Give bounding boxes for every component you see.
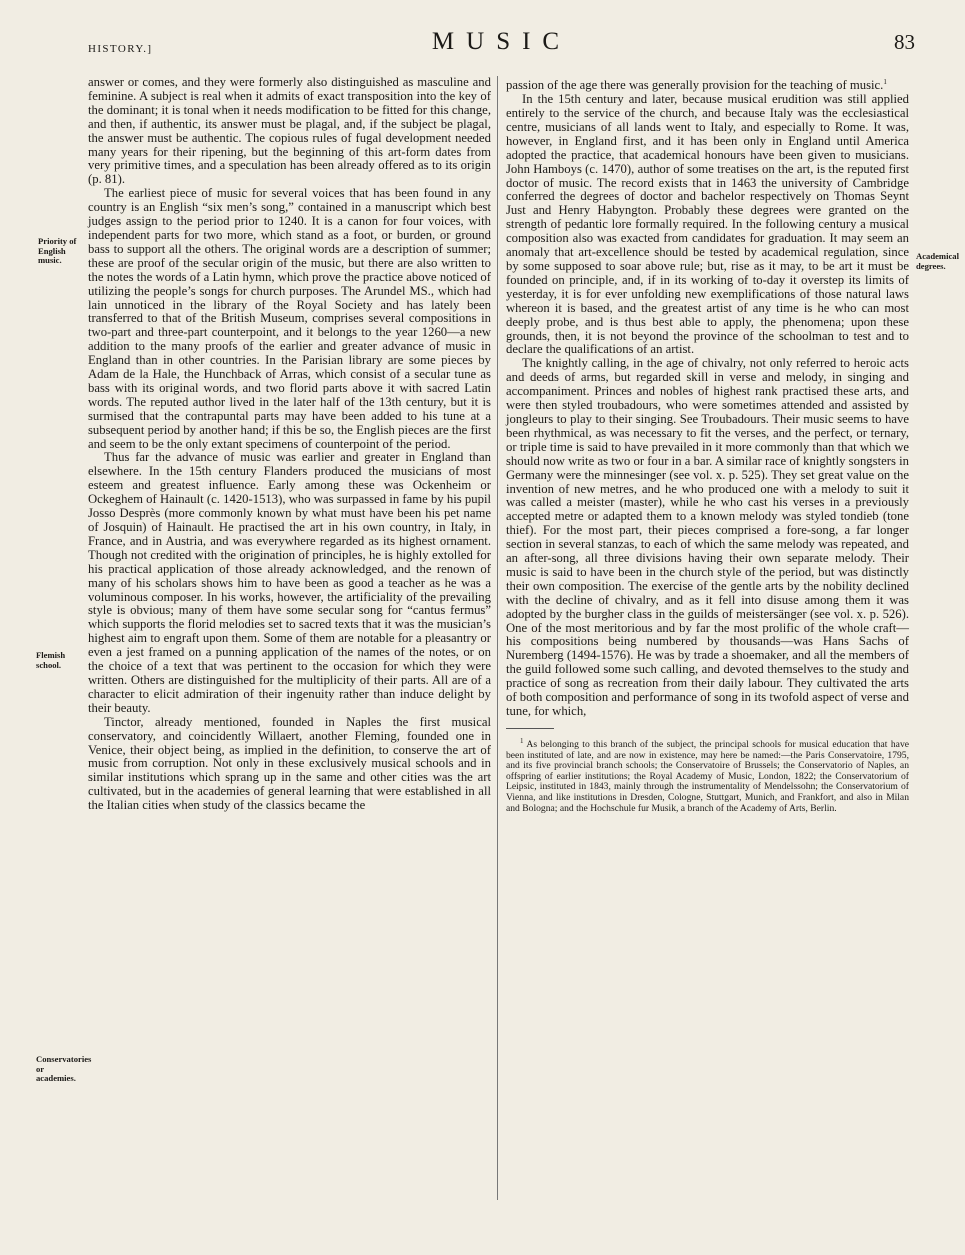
paragraph: Tinctor, already mentioned, founded in Naples the first musical conservatory, and coincidently Willaert, another Fleming, founded one in Venice, their object being, as implied in the definition, to conserve the art of music from corruption. Not only in these exclusively musical schools and in similar institutions which sprang up in the same and other cities was the art cultivated, but in the academies of general learning that were established in all the Italian cities when study of the classics became the [88, 714, 491, 813]
right-column [506, 76, 909, 814]
footnote-ref: 1 [883, 78, 887, 86]
footnote-divider [506, 728, 554, 729]
margin-note-academical: Academical degrees. [916, 251, 959, 271]
paragraph: The knightly calling, in the age of chivalry, not only referred to heroic acts and deeds of arms, but regarded skill in verse and melody, in singing and accompaniment. Princes and nobles of highest rank practised these arts, and were then styled troubadours, who were sometimes attended and assisted by jongleurs to play to their singing. See Troubadours. Their music seems to have been rhythmical, as was necessary to fit the verses, and the perfect, or ternary, or triple time is said to have prevailed in it more commonly than that which we should now write as two or four in a bar. A similar race of knightly songsters in Germany were the minnesinger (see vol. x. p. 525). They set great value on the invention of new metres, and he who produced one with a melody to suit it was called a meister (master), while he who cast his verses in a previously accepted metre or adapted them to a known melody was styled tondieb (tone thief). For the most part, their pieces comprised a fore-song, a far longer section in several stanzas, to each of which the same melody was repeated, and an after-song, all three divisions having their own separate melody. Their music is said to have been in the church style of the period, but was distinctly their own composition. The exercise of the gentle arts by the nobility declined with the decline of chivalry, and as it fell into disuse among them it was adopted by the burgher class in the guilds of meistersänger (see vol. x. p. 526). One of the most meritorious and by far the most prolific of the whole craft—his compositions being numbered by thousands—was Hans Sachs of Nuremberg (1494-1576). He was by trade a shoemaker, and all the members of the guild followed some such calling, and devoted themselves to the study and practice of song as recreation from their daily labour. They cultivated the arts of both composition and performance of song in its twofold aspect of verse and tune, for which, [506, 356, 909, 719]
page-title: MUSIC [431, 28, 572, 55]
column-divider [497, 76, 498, 1200]
paragraph: In the 15th century and later, because musical erudition was still applied entirely to the service of the church, and because Italy was the ecclesiastical centre, musicians of all lands went to Italy, and especially to Rome. It was, however, in England first, and it has been only in England until America adopted the practice, that academical honours have been given to musicians. John Hamboys (c. 1470), author of some treatises on the art, is the reputed first doctor of music. The record exists that in 1463 the university of Cambridge conferred the degrees of doctor and bachelor respectively on Thomas Seynt Just and Henry Habyngton. Probably these degrees were granted on the strength of pedantic lore formally required. In the following century a musical composition also was exacted from candidates for graduation. It may seem an anomaly that art-excellence should be tested by academical regulation, since by some supposed to soar above rule; but, rise as it may, to be art it must be founded on principle, and, if in its working of to-day it overstep its limits of yesterday, it is for ever unfolding new exemplifications of those natural laws whereon it is based, and the greatest artist of any time is he who can most deeply probe, and is thus best able to apply, the phenomena; upon these grounds, then, it is not beyond the province of the schoolman to test and to declare the qualifications of an artist. [506, 92, 909, 357]
margin-note-conservatories: Conservatories or academies. [36, 1054, 92, 1084]
paragraph: passion of the age there was generally provision for the teaching of music.$^1$ [506, 78, 887, 93]
margin-note-flemish: Flemish school. [36, 650, 66, 670]
section-label: HISTORY.] [88, 43, 153, 55]
paragraph: The earliest piece of music for several voices that has been found in any country is an English “six men’s song,” contained in a manuscript which best judges assign to the period prior to 1240. It is a canon for four voices, with independent parts for two more, which stand as a foot, or burden, or ground bass to support all the others. The original words are a description of summer; these are proof of the secular origin of the music, but there are also written to the notes the words of a Latin hymn, which prove the practice above noticed of utilizing the people’s songs for church purposes. The Arundel MS., which had lain unnoticed in the library of the Royal Society and has lately been transferred to that of the British Museum, comprises several compositions in two-part and three-part counterpoint, and it belongs to the year 1260—a new addition to the many proofs of the earlier and greater advance of music in England than in other countries. In the Parisian library are some pieces by Adam de la Hale, the Hunchback of Arras, which consist of a secular tune as bass with its original words, and two florid parts above it with sacred Latin words. The reputed author lived in the later half of the 13th century, but it is surmised that the contrapuntal parts may have been added to his tune at a subsequent period by another hand; if this be so, the English pieces are the first and seem to be the only extant specimens of counterpoint of the period. [88, 186, 491, 451]
margin-note-priority: Priority of English music. [38, 236, 77, 266]
footnote-text: As belonging to this branch of the subject, the principal schools for musical education that have been instituted of late, and are now in existence, may here be named:—the Paris Conservatoire, 1795, and its five provincial branch schools; the Conservatoire of Brussels; the Conservatorio of Naples, an offspring of earlier institutions; the Royal Academy of Music, London, 1822; the Conservatorium of Leipsic, instituted in 1843, mainly through the instrumentality of Mendelssohn; the Conservatorium of Vienna, and like institutions in Dresden, Cologne, Stuttgart, Munich, and Frankfort, and also in Milan and Bologna; and the Hochschule fur Musik, a branch of the Academy of Arts, Berlin. [506, 739, 909, 814]
running-header [88, 28, 915, 68]
paragraph: answer or comes, and they were formerly also distinguished as masculine and feminine. A subject is real when it admits of exact transposition into the key of the dominant; it is tonal when it needs modification to be fitted for this change, and then, if authentic, its answer must be plagal, and, if the subject be plagal, the answer must be authentic. The copious rules of fugal development needed many years for their ripening, but the beginning of this art-form dates from very primitive times, and a speculation has been already offered as to its origin (p. 81). [88, 75, 491, 187]
page-number: 83 [894, 30, 915, 54]
left-column [88, 76, 491, 813]
paragraph: Thus far the advance of music was earlier and greater in England than elsewhere. In the 15th century Flanders produced the musicians of most esteem and greatest influence. Early among these was Ockenheim or Ockeghem of Hainault (c. 1420-1513), who was surpassed in fame by his pupil Josso Desprès (more commonly known by what must have been his pet name of Josquin) of Hainault. He practised the art in his own country, in Italy, in France, and in Austria, and was everywhere regarded as its highest ornament. Though not credited with the origination of principles, he is highly extolled for his practical application of those already acknowledged, and the renown of many of his scholars shows him to have been as good a teacher as he was a voluminous composer. In his works, however, the artificiality of the prevailing style is obvious; many of them have some secular song for “cantus fermus” which supports the florid melodies set to sacred texts that it was the musician’s highest aim to engraft upon them. Some of them are notable for a pleasantry or even a jest framed on a punning application of the names of the notes, or on the choice of a text that was pertinent to the occasion for which they were written. Others are distinguished for the multiplicity of their parts. All are of a character to elicit admiration of their ingenuity rather than induce delight by their beauty. [88, 450, 491, 715]
footnote-mark: 1 [520, 736, 524, 745]
footnote [506, 736, 909, 814]
